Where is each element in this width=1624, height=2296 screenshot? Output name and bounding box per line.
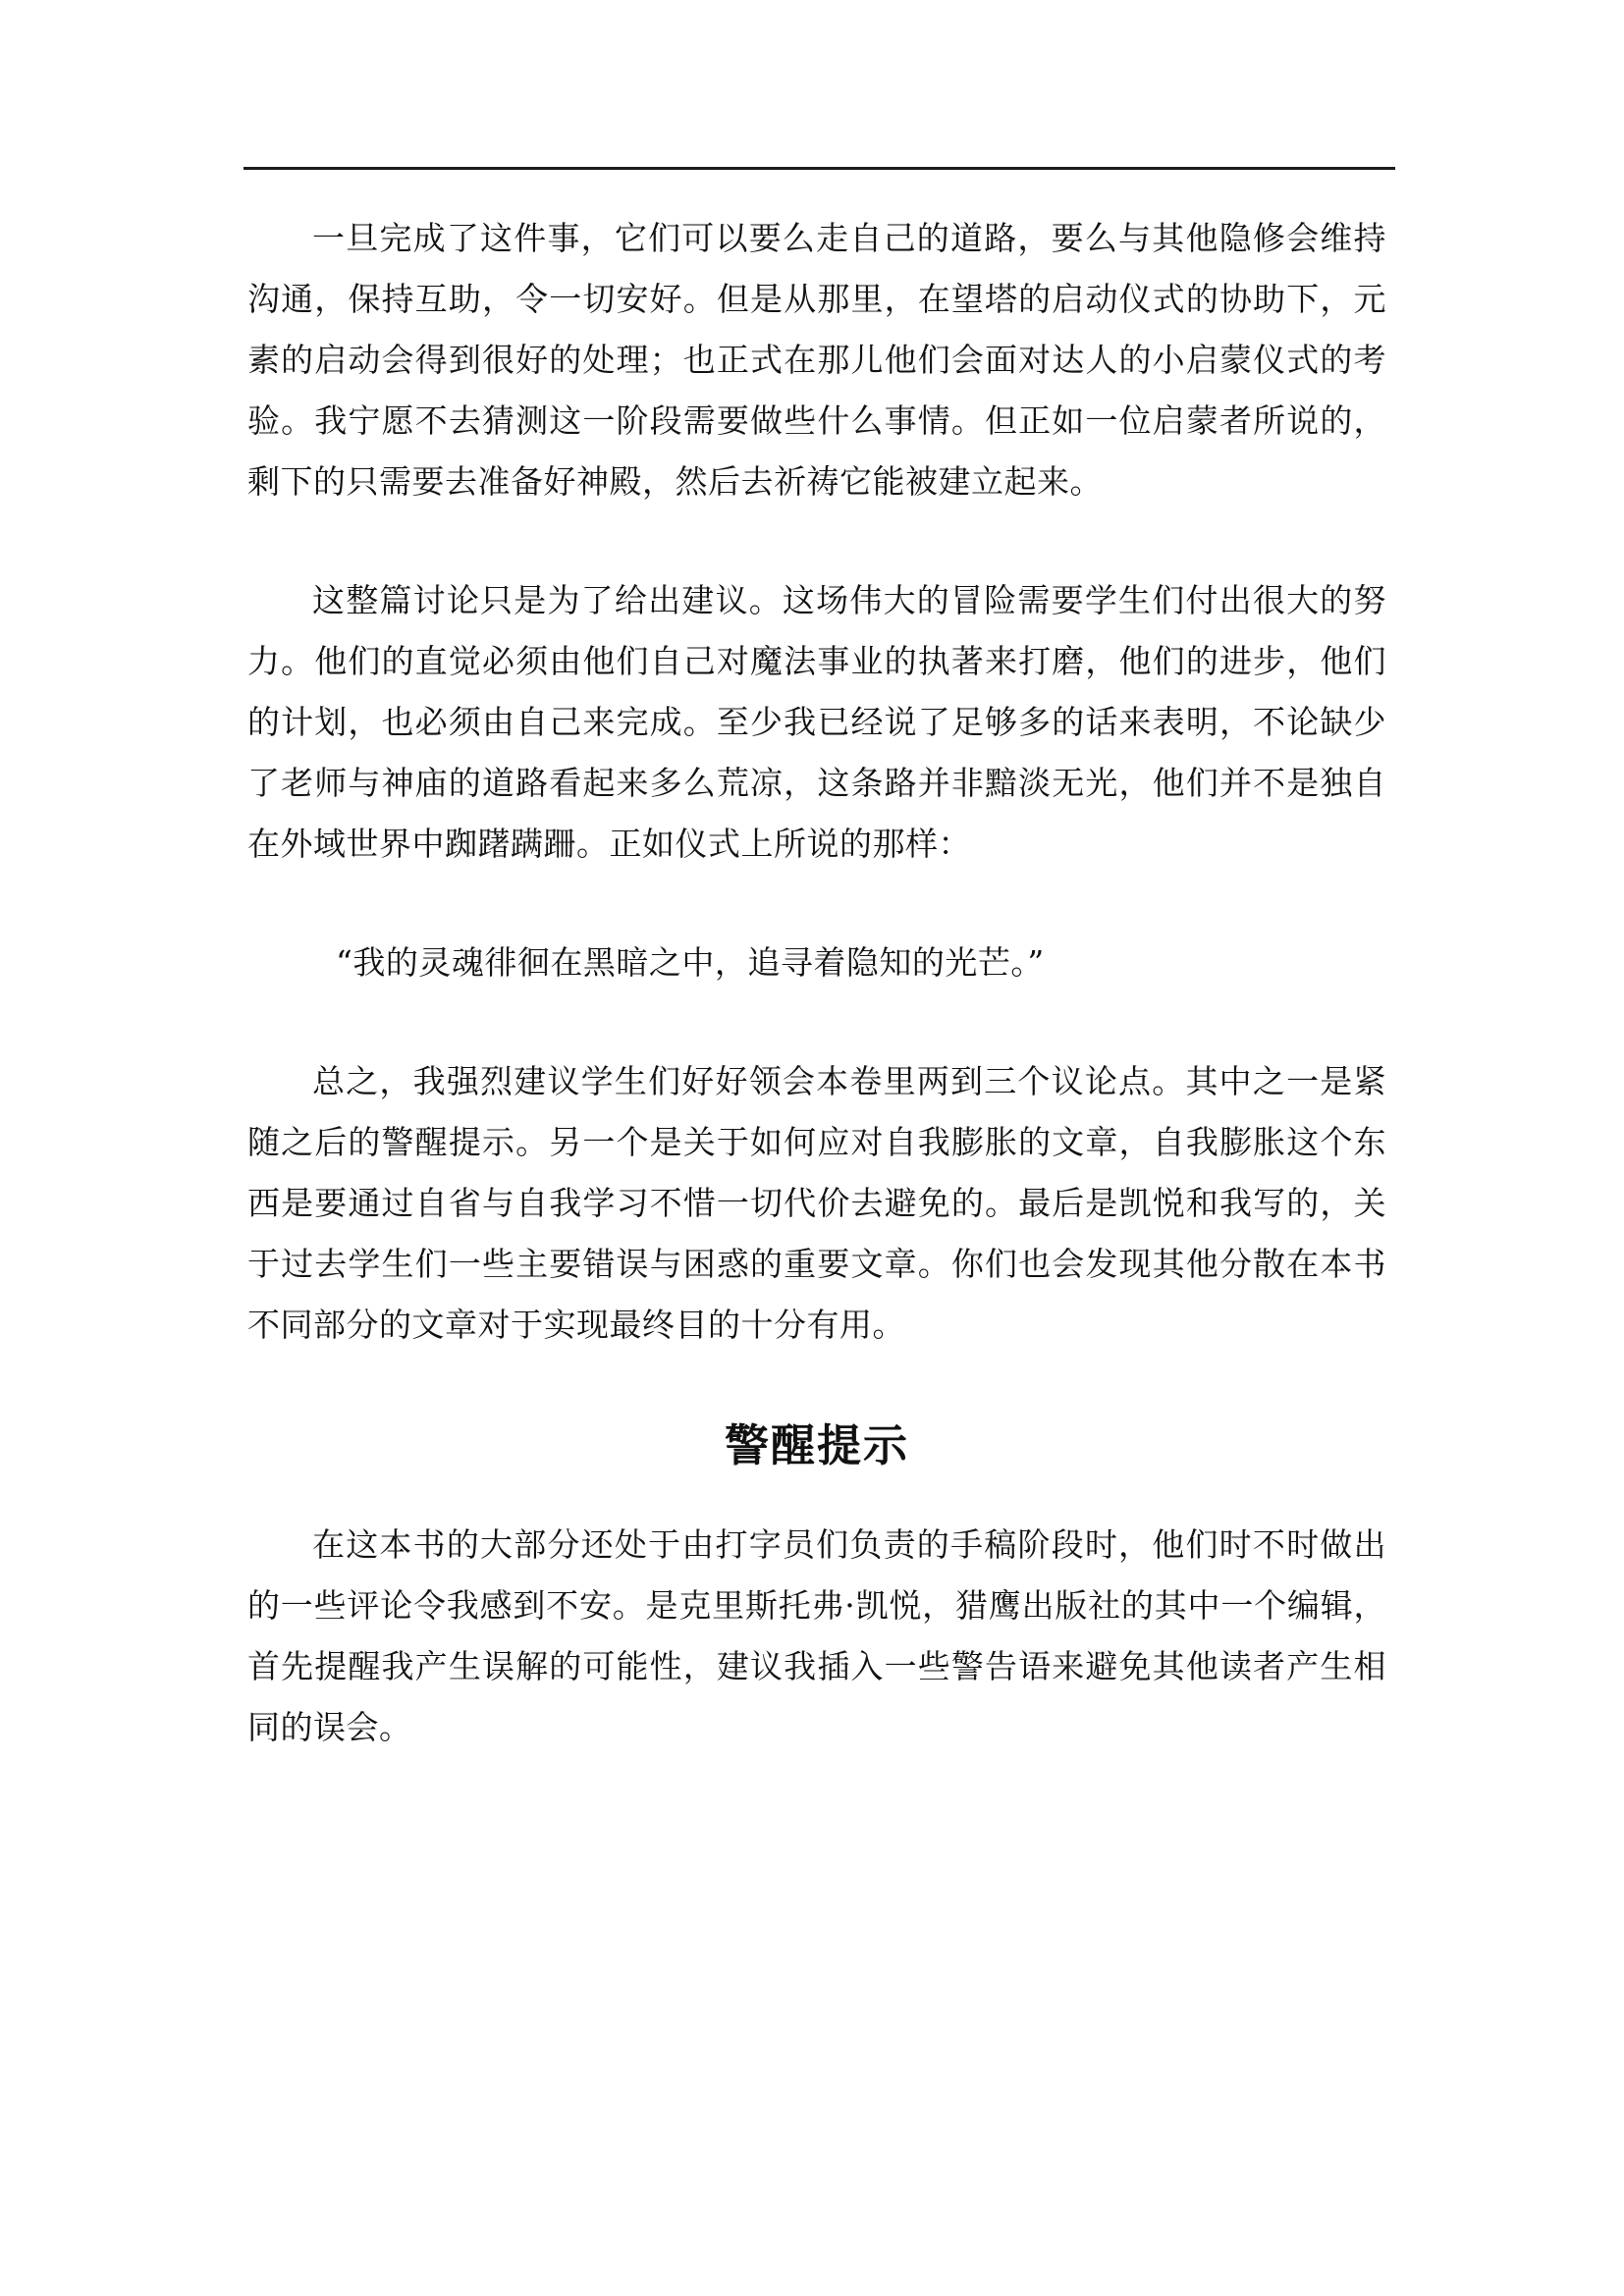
body-paragraph: 这整篇讨论只是为了给出建议。这场伟大的冒险需要学生们付出很大的努力。他们的直觉必须由他们自己对魔法事业的执著来打磨，他们的进步，他们的计划，也必须由自己来完成。至少我已经说了足够多的话来表明，不论缺少了老师与神庙的道路看起来多么荒凉，这条路并非黯淡无光，他们并不是独自在外域世界中踟躇蹒跚。正如仪式上所说的那样： bbox=[247, 581, 1386, 863]
body-paragraph: 总之，我强烈建议学生们好好领会本卷里两到三个议论点。其中之一是紧随之后的警醒提示。另一个是关于如何应对自我膨胀的文章，自我膨胀这个东西是要通过自省与自我学习不惜一切代价去避免的。最后是凯悦和我写的，关于过去学生们一些主要错误与困惑的重要文章。你们也会发现其他分散在本书不同部分的文章对于实现最终目的十分有用。 bbox=[247, 1062, 1386, 1344]
body-paragraph: 一旦完成了这件事，它们可以要么走自己的道路，要么与其他隐修会维持沟通，保持互助，令一切安好。但是从那里，在望塔的启动仪式的协助下，元素的启动会得到很好的处理；也正式在那儿他们会面对达人的小启蒙仪式的考验。我宁愿不去猜测这一阶段需要做些什么事情。但正如一位启蒙者所说的，剩下的只需要去准备好神殿，然后去祈祷它能被建立起来。 bbox=[247, 219, 1386, 501]
page-body bbox=[247, 208, 1386, 1758]
body-paragraph: 在这本书的大部分还处于由打字员们负责的手稿阶段时，他们时不时做出的一些评论令我感到不安。是克里斯托弗·凯悦，猎鹰出版社的其中一个编辑，首先提醒我产生误解的可能性，建议我插入一些警告语来避免其他读者产生相同的误会。 bbox=[247, 1525, 1386, 1746]
block-quote: “我的灵魂徘徊在黑暗之中，追寻着隐知的光芒。” bbox=[336, 943, 1045, 982]
header-rule bbox=[244, 167, 1395, 170]
section-heading: 警醒提示 bbox=[724, 1419, 909, 1471]
